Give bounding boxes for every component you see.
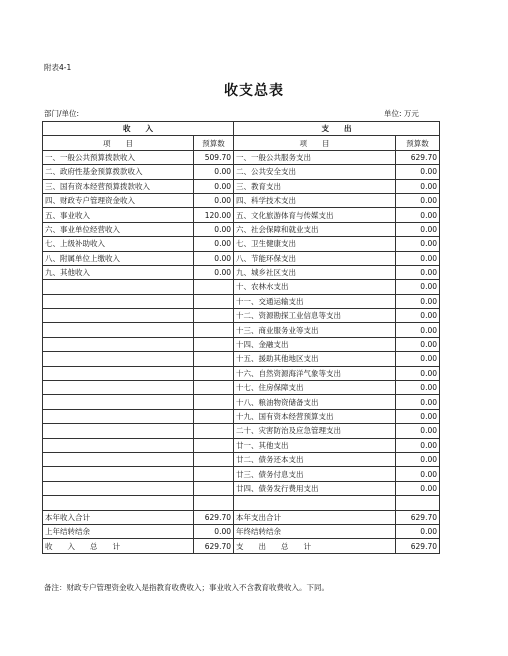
table-row [43,179,440,193]
expense-item-cell: 十六、自然资源海洋气象等支出 [234,366,396,380]
table-header-row [43,122,440,136]
table-row [43,452,440,466]
income-header: 收 入 [43,122,234,136]
income-value-cell [194,481,234,495]
table-row [43,222,440,236]
table-row [43,337,440,351]
income-item-cell: 七、上级补助收入 [43,237,194,251]
income-item-cell: 一、一般公共预算拨款收入 [43,150,194,164]
expense-value-cell: 629.70 [396,150,440,164]
footnote: 备注：财政专户管理资金收入是指教育收费收入；事业收入不含教育收费收入。下同。 [44,583,329,592]
unit-label: 单位: 万元 [384,109,419,118]
expense-value-cell: 0.00 [396,452,440,466]
table-row [43,438,440,452]
income-value-cell: 0.00 [194,251,234,265]
table-row [43,424,440,438]
table-subheader-row [43,136,440,150]
table-body [43,150,440,553]
expense-item-cell: 二、公共安全支出 [234,165,396,179]
expense-item-cell: 廿三、债务付息支出 [234,467,396,481]
income-item-cell [43,366,194,380]
income-item-cell: 八、附属单位上缴收入 [43,251,194,265]
dept-label: 部门/单位: [44,109,80,118]
expense-value-cell: 0.00 [396,481,440,495]
appendix-label: 附表4-1 [44,63,72,72]
income-value-cell [194,352,234,366]
income-value-cell [194,323,234,337]
income-item-cell: 三、国有资本经营预算拨款收入 [43,179,194,193]
table-row [43,323,440,337]
expense-item-cell: 十三、商业服务业等支出 [234,323,396,337]
expense-value-cell: 0.00 [396,366,440,380]
income-item-cell [43,395,194,409]
expense-item-cell: 六、社会保障和就业支出 [234,222,396,236]
expense-value-cell: 0.00 [396,237,440,251]
table-row [43,395,440,409]
income-item-cell [43,481,194,495]
expense-value-cell: 0.00 [396,179,440,193]
income-value-cell [194,309,234,323]
income-value-cell: 509.70 [194,150,234,164]
income-item-cell [43,438,194,452]
expense-item-cell: 十七、住房保障支出 [234,381,396,395]
expense-item-cell: 八、节能环保支出 [234,251,396,265]
expense-item-cell: 廿二、债务还本支出 [234,452,396,466]
expense-item-cell: 年终结转结余 [234,524,396,538]
summary-table [42,121,440,554]
income-value-cell: 120.00 [194,208,234,222]
expense-item-cell: 支 出 总 计 [234,539,396,553]
income-item-cell [43,409,194,423]
income-item-cell [43,352,194,366]
expense-value-cell: 0.00 [396,467,440,481]
income-item-cell [43,381,194,395]
expense-value-cell: 0.00 [396,193,440,207]
income-value-cell [194,452,234,466]
income-value-cell [194,467,234,481]
expense-value-cell: 0.00 [396,165,440,179]
income-value-cell: 0.00 [194,193,234,207]
expense-value-cell: 0.00 [396,208,440,222]
income-item-cell: 本年收入合计 [43,510,194,524]
table-row [43,496,440,510]
income-value-cell: 0.00 [194,265,234,279]
table-row [43,251,440,265]
income-value-cell: 0.00 [194,237,234,251]
expense-item-cell: 本年支出合计 [234,510,396,524]
expense-value-cell: 0.00 [396,280,440,294]
expense-value-cell: 0.00 [396,265,440,279]
table-row [43,352,440,366]
expense-item-cell: 廿四、债务发行费用支出 [234,481,396,495]
income-item-cell [43,309,194,323]
expense-item-cell: 十、农林水支出 [234,280,396,294]
income-value-cell: 629.70 [194,510,234,524]
income-item-cell [43,496,194,510]
income-value-cell: 0.00 [194,524,234,538]
income-item-cell: 九、其他收入 [43,265,194,279]
table-row [43,208,440,222]
expense-item-cell: 九、城乡社区支出 [234,265,396,279]
table-row [43,280,440,294]
income-value-cell [194,424,234,438]
income-item-cell: 四、财政专户管理资金收入 [43,193,194,207]
income-value-cell: 629.70 [194,539,234,553]
income-value-cell [194,395,234,409]
income-budget-header: 预算数 [194,136,234,150]
income-item-cell: 五、事业收入 [43,208,194,222]
table-row [43,467,440,481]
table-row [43,265,440,279]
expense-value-cell: 0.00 [396,294,440,308]
expense-item-cell: 十五、援助其他地区支出 [234,352,396,366]
expense-value-cell: 629.70 [396,539,440,553]
expense-item-cell: 七、卫生健康支出 [234,237,396,251]
table-row [43,165,440,179]
income-value-cell [194,337,234,351]
income-value-cell: 0.00 [194,179,234,193]
table-row [43,481,440,495]
table-row [43,381,440,395]
table-row [43,366,440,380]
table-row [43,539,440,553]
expense-value-cell: 629.70 [396,510,440,524]
income-value-cell [194,294,234,308]
income-value-cell: 0.00 [194,222,234,236]
expense-value-cell: 0.00 [396,524,440,538]
expense-header: 支 出 [234,122,440,136]
expense-item-cell: 一、一般公共服务支出 [234,150,396,164]
table-row [43,510,440,524]
income-value-cell [194,496,234,510]
table-row [43,524,440,538]
income-item-cell: 六、事业单位经营收入 [43,222,194,236]
expense-item-cell: 十一、交通运输支出 [234,294,396,308]
income-item-cell [43,452,194,466]
income-item-cell [43,323,194,337]
income-value-cell [194,280,234,294]
table-row [43,150,440,164]
expense-value-cell: 0.00 [396,222,440,236]
expense-value-cell: 0.00 [396,381,440,395]
income-item-cell: 二、政府性基金预算拨款收入 [43,165,194,179]
expense-value-cell: 0.00 [396,251,440,265]
income-value-cell [194,381,234,395]
income-value-cell: 0.00 [194,165,234,179]
income-item-cell [43,467,194,481]
expense-item-cell: 四、科学技术支出 [234,193,396,207]
expense-item-cell [234,496,396,510]
expense-value-cell: 0.00 [396,309,440,323]
expense-value-cell: 0.00 [396,424,440,438]
page-title: 收支总表 [224,83,284,99]
income-value-cell [194,366,234,380]
expense-item-cell: 十二、资源勘探工业信息等支出 [234,309,396,323]
expense-value-cell [396,496,440,510]
income-item-cell [43,280,194,294]
table-row [43,237,440,251]
income-item-cell [43,294,194,308]
expense-item-cell: 廿一、其他支出 [234,438,396,452]
income-item-cell: 上年结转结余 [43,524,194,538]
expense-item-cell: 十八、粮油物资储备支出 [234,395,396,409]
table-row [43,294,440,308]
expense-item-cell: 三、教育支出 [234,179,396,193]
expense-value-cell: 0.00 [396,395,440,409]
expense-value-cell: 0.00 [396,438,440,452]
income-value-cell [194,438,234,452]
expense-item-cell: 五、文化旅游体育与传媒支出 [234,208,396,222]
table-row [43,193,440,207]
table-row [43,409,440,423]
expense-value-cell: 0.00 [396,409,440,423]
income-item-header: 项 目 [43,136,194,150]
expense-item-cell: 十四、金融支出 [234,337,396,351]
income-item-cell [43,337,194,351]
expense-value-cell: 0.00 [396,352,440,366]
income-item-cell: 收 入 总 计 [43,539,194,553]
income-value-cell [194,409,234,423]
table-row [43,309,440,323]
expense-item-cell: 二十、灾害防治及应急管理支出 [234,424,396,438]
expense-budget-header: 预算数 [396,136,440,150]
expense-item-header: 项 目 [234,136,396,150]
expense-value-cell: 0.00 [396,323,440,337]
expense-item-cell: 十九、国有资本经营预算支出 [234,409,396,423]
expense-value-cell: 0.00 [396,337,440,351]
income-item-cell [43,424,194,438]
